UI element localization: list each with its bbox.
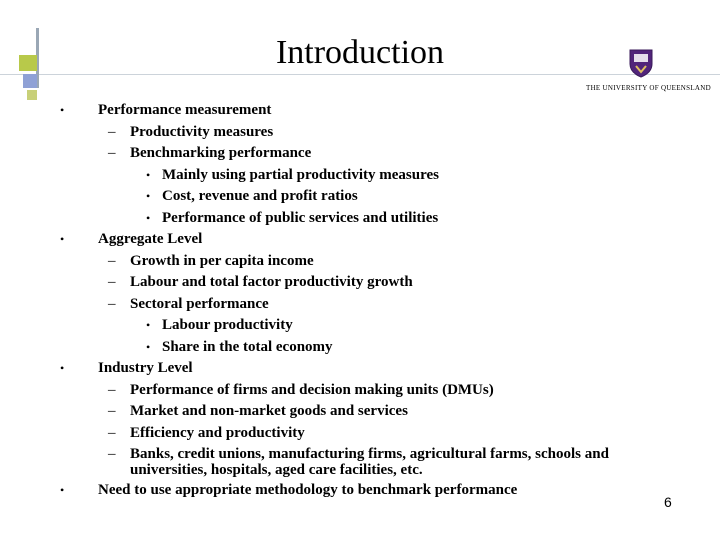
decorative-square xyxy=(27,90,37,100)
university-logo xyxy=(586,48,711,94)
bullet-marker: • xyxy=(146,339,151,354)
bullet-text: Performance of firms and decision making units (DMUs) xyxy=(130,381,494,398)
bullet-text: Industry Level xyxy=(98,360,193,376)
bullet-text: Performance measurement xyxy=(98,102,272,118)
bullet-text: Need to use appropriate methodology to benchmark performance xyxy=(98,482,518,498)
dash-marker: – xyxy=(108,446,116,462)
bullet-text: Performance of public services and utilities xyxy=(162,209,439,226)
bullet-marker: • xyxy=(60,483,65,497)
bullet-marker: • xyxy=(146,167,151,182)
bullet-marker: • xyxy=(60,103,65,117)
logo-text: THE UNIVERSITY OF QUEENSLAND xyxy=(586,84,711,92)
bullet-marker: • xyxy=(60,232,65,246)
bullet-item-level-1 xyxy=(60,229,680,251)
bullet-text: Benchmarking performance xyxy=(130,145,312,161)
bullet-text: Labour productivity xyxy=(162,317,293,333)
page-number: 6 xyxy=(664,494,672,510)
slide-title: Introduction xyxy=(275,34,445,71)
dash-marker: – xyxy=(108,145,116,161)
dash-marker: – xyxy=(108,252,116,269)
bullet-text: Aggregate Level xyxy=(98,231,203,247)
bullet-item-level-2 xyxy=(60,444,680,480)
bullet-item-level-2 xyxy=(60,272,680,294)
bullet-item-level-1 xyxy=(60,100,680,122)
bullet-text: Mainly using partial productivity measures xyxy=(162,166,439,183)
bullet-item-level-3 xyxy=(60,186,680,208)
bullet-item-level-3 xyxy=(60,337,680,359)
bullet-item-level-3 xyxy=(60,208,680,230)
bullet-text: Sectoral performance xyxy=(130,295,269,312)
bullet-item-level-2 xyxy=(60,294,680,316)
bullet-text: Market and non-market goods and services xyxy=(130,403,408,419)
dash-marker: – xyxy=(108,381,116,398)
bullet-text: Productivity measures xyxy=(130,123,274,140)
bullet-text: Share in the total economy xyxy=(162,338,333,355)
dash-marker: – xyxy=(108,403,116,419)
dash-marker: – xyxy=(108,123,116,140)
bullet-item-level-1 xyxy=(60,358,680,380)
bullet-item-level-2 xyxy=(60,423,680,445)
bullet-text: Labour and total factor productivity growth xyxy=(130,274,413,290)
bullet-list xyxy=(60,100,680,502)
bullet-item-level-3 xyxy=(60,165,680,187)
bullet-text: Efficiency and productivity xyxy=(130,424,305,441)
bullet-text: Cost, revenue and profit ratios xyxy=(162,188,358,204)
bullet-marker: • xyxy=(146,189,151,203)
bullet-item-level-1 xyxy=(60,480,680,502)
crest-icon xyxy=(628,48,654,78)
bullet-marker: • xyxy=(146,318,151,332)
bullet-item-level-2 xyxy=(60,251,680,273)
bullet-text: Banks, credit unions, manufacturing firms, agricultural farms, schools and universities, hospitals, aged care facilities, etc. xyxy=(130,446,609,478)
bullet-item-level-2 xyxy=(60,122,680,144)
bullet-item-level-2 xyxy=(60,143,680,165)
decorative-square xyxy=(23,74,37,88)
bullet-item-level-2 xyxy=(60,401,680,423)
bullet-text: Growth in per capita income xyxy=(130,252,314,269)
dash-marker: – xyxy=(108,424,116,441)
bullet-item-level-3 xyxy=(60,315,680,337)
dash-marker: – xyxy=(108,274,116,290)
bullet-marker: • xyxy=(60,361,65,375)
bullet-item-level-2 xyxy=(60,380,680,402)
dash-marker: – xyxy=(108,295,116,312)
bullet-marker: • xyxy=(146,210,151,225)
